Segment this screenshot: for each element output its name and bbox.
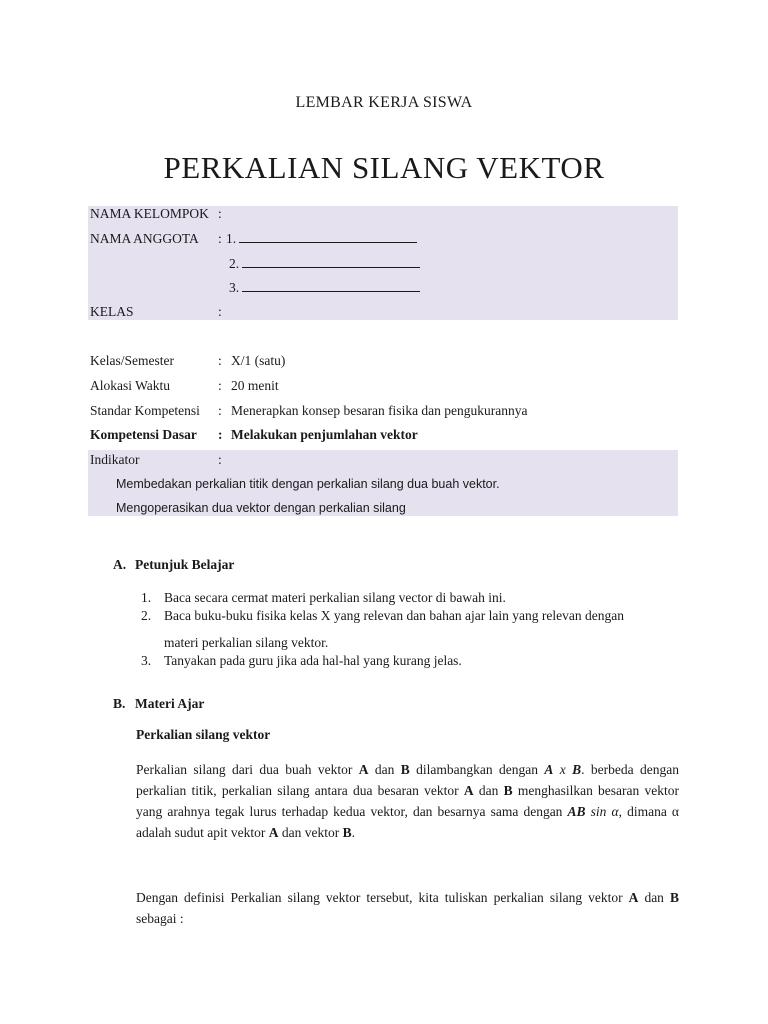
section-title: Petunjuk Belajar [135, 557, 235, 572]
list-number: 1. [141, 590, 152, 605]
blank-line[interactable] [242, 256, 420, 268]
vector-b: B [400, 762, 410, 777]
list-number: 2. [141, 608, 152, 623]
text: dilambangkan dengan [409, 762, 545, 777]
blank-line[interactable] [242, 280, 420, 292]
indicator-item: Membedakan perkalian titik dengan perkalian silang dua buah vektor. [116, 477, 500, 491]
section-a-heading [113, 557, 234, 573]
text: sebagai : [136, 911, 184, 926]
indicator-colon: : [218, 452, 222, 467]
material-paragraph-2 [136, 887, 679, 929]
text: dan vektor [278, 825, 343, 840]
section-letter: A. [113, 557, 127, 572]
list-item: Baca secara cermat materi perkalian silang vector di bawah ini. [164, 590, 506, 605]
info-label-time: Alokasi Waktu [90, 378, 171, 393]
vector-a: A [544, 762, 554, 777]
members-label: NAMA ANGGOTA [90, 231, 199, 246]
indicator-item: Mengoperasikan dua vektor dengan perkalian silang [116, 501, 406, 515]
text: dan [368, 762, 401, 777]
list-item: Tanyakan pada guru jika ada hal-hal yang kurang jelas. [164, 653, 462, 668]
vector-b: B [342, 825, 352, 840]
section-letter: B. [113, 696, 126, 711]
document-title: PERKALIAN SILANG VEKTOR [163, 150, 605, 185]
info-colon: : [218, 403, 222, 418]
text: menghasilkan besaran vektor yang arahnya tegak lurus terhadap kedua vektor, dan besarnya sama dengan [136, 783, 680, 819]
member-line-2[interactable] [229, 256, 420, 272]
text: Perkalian silang dari dua buah vektor [136, 762, 359, 777]
document-subtitle: LEMBAR KERJA SISWA [295, 94, 473, 111]
info-colon: : [218, 353, 222, 368]
text: dan [638, 890, 670, 905]
class-colon: : [218, 304, 222, 319]
member-line-3[interactable] [229, 280, 420, 296]
vector-a: A [628, 890, 639, 905]
info-value-semester: X/1 (satu) [231, 353, 286, 368]
group-name-colon: : [218, 206, 222, 221]
vector-a: A [358, 762, 369, 777]
info-value-competency: Melakukan penjumlahan vektor [231, 427, 418, 442]
member-number: 1. [226, 231, 237, 246]
info-value-standard: Menerapkan konsep besaran fisika dan pengukurannya [231, 403, 528, 418]
text: . [351, 825, 355, 840]
group-name-label: NAMA KELOMPOK [90, 206, 209, 221]
cross-symbol: x [553, 762, 573, 777]
magnitude-ab: AB [567, 804, 586, 819]
section-b-heading [113, 696, 204, 712]
text: . berbeda dengan perkalian titik, perkalian silang antara dua besaran vektor [136, 762, 679, 798]
vector-a: A [268, 825, 279, 840]
list-item-continuation: materi perkalian silang vektor. [164, 635, 329, 650]
info-label-competency: Kompetensi Dasar [90, 427, 197, 442]
member-number: 2. [229, 256, 240, 271]
member-line-1[interactable] [226, 231, 417, 247]
class-label: KELAS [90, 304, 134, 319]
section-title: Materi Ajar [135, 696, 205, 711]
indicator-label: Indikator [90, 452, 140, 467]
vector-a: A [463, 783, 474, 798]
blank-line[interactable] [239, 231, 417, 243]
vector-b: B [503, 783, 513, 798]
text: , dimana α adalah sudut apit vektor [136, 804, 679, 840]
info-value-time: 20 menit [231, 378, 279, 393]
text: dan [473, 783, 504, 798]
material-paragraph-1 [136, 759, 679, 843]
vector-b: B [572, 762, 582, 777]
sine-term: sin α [585, 804, 619, 819]
material-subheading: Perkalian silang vektor [136, 727, 271, 742]
info-label-standard: Standar Kompetensi [90, 403, 200, 418]
member-number: 3. [229, 280, 240, 295]
info-label-semester: Kelas/Semester [90, 353, 174, 368]
list-item: Baca buku-buku fisika kelas X yang relevan dan bahan ajar lain yang relevan dengan [164, 608, 624, 623]
list-number: 3. [141, 653, 152, 668]
info-colon: : [218, 427, 223, 442]
members-colon: : [218, 231, 222, 246]
info-colon: : [218, 378, 222, 393]
text: Dengan definisi Perkalian silang vektor tersebut, kita tuliskan perkalian silang vektor [136, 890, 629, 905]
vector-b: B [669, 890, 679, 905]
